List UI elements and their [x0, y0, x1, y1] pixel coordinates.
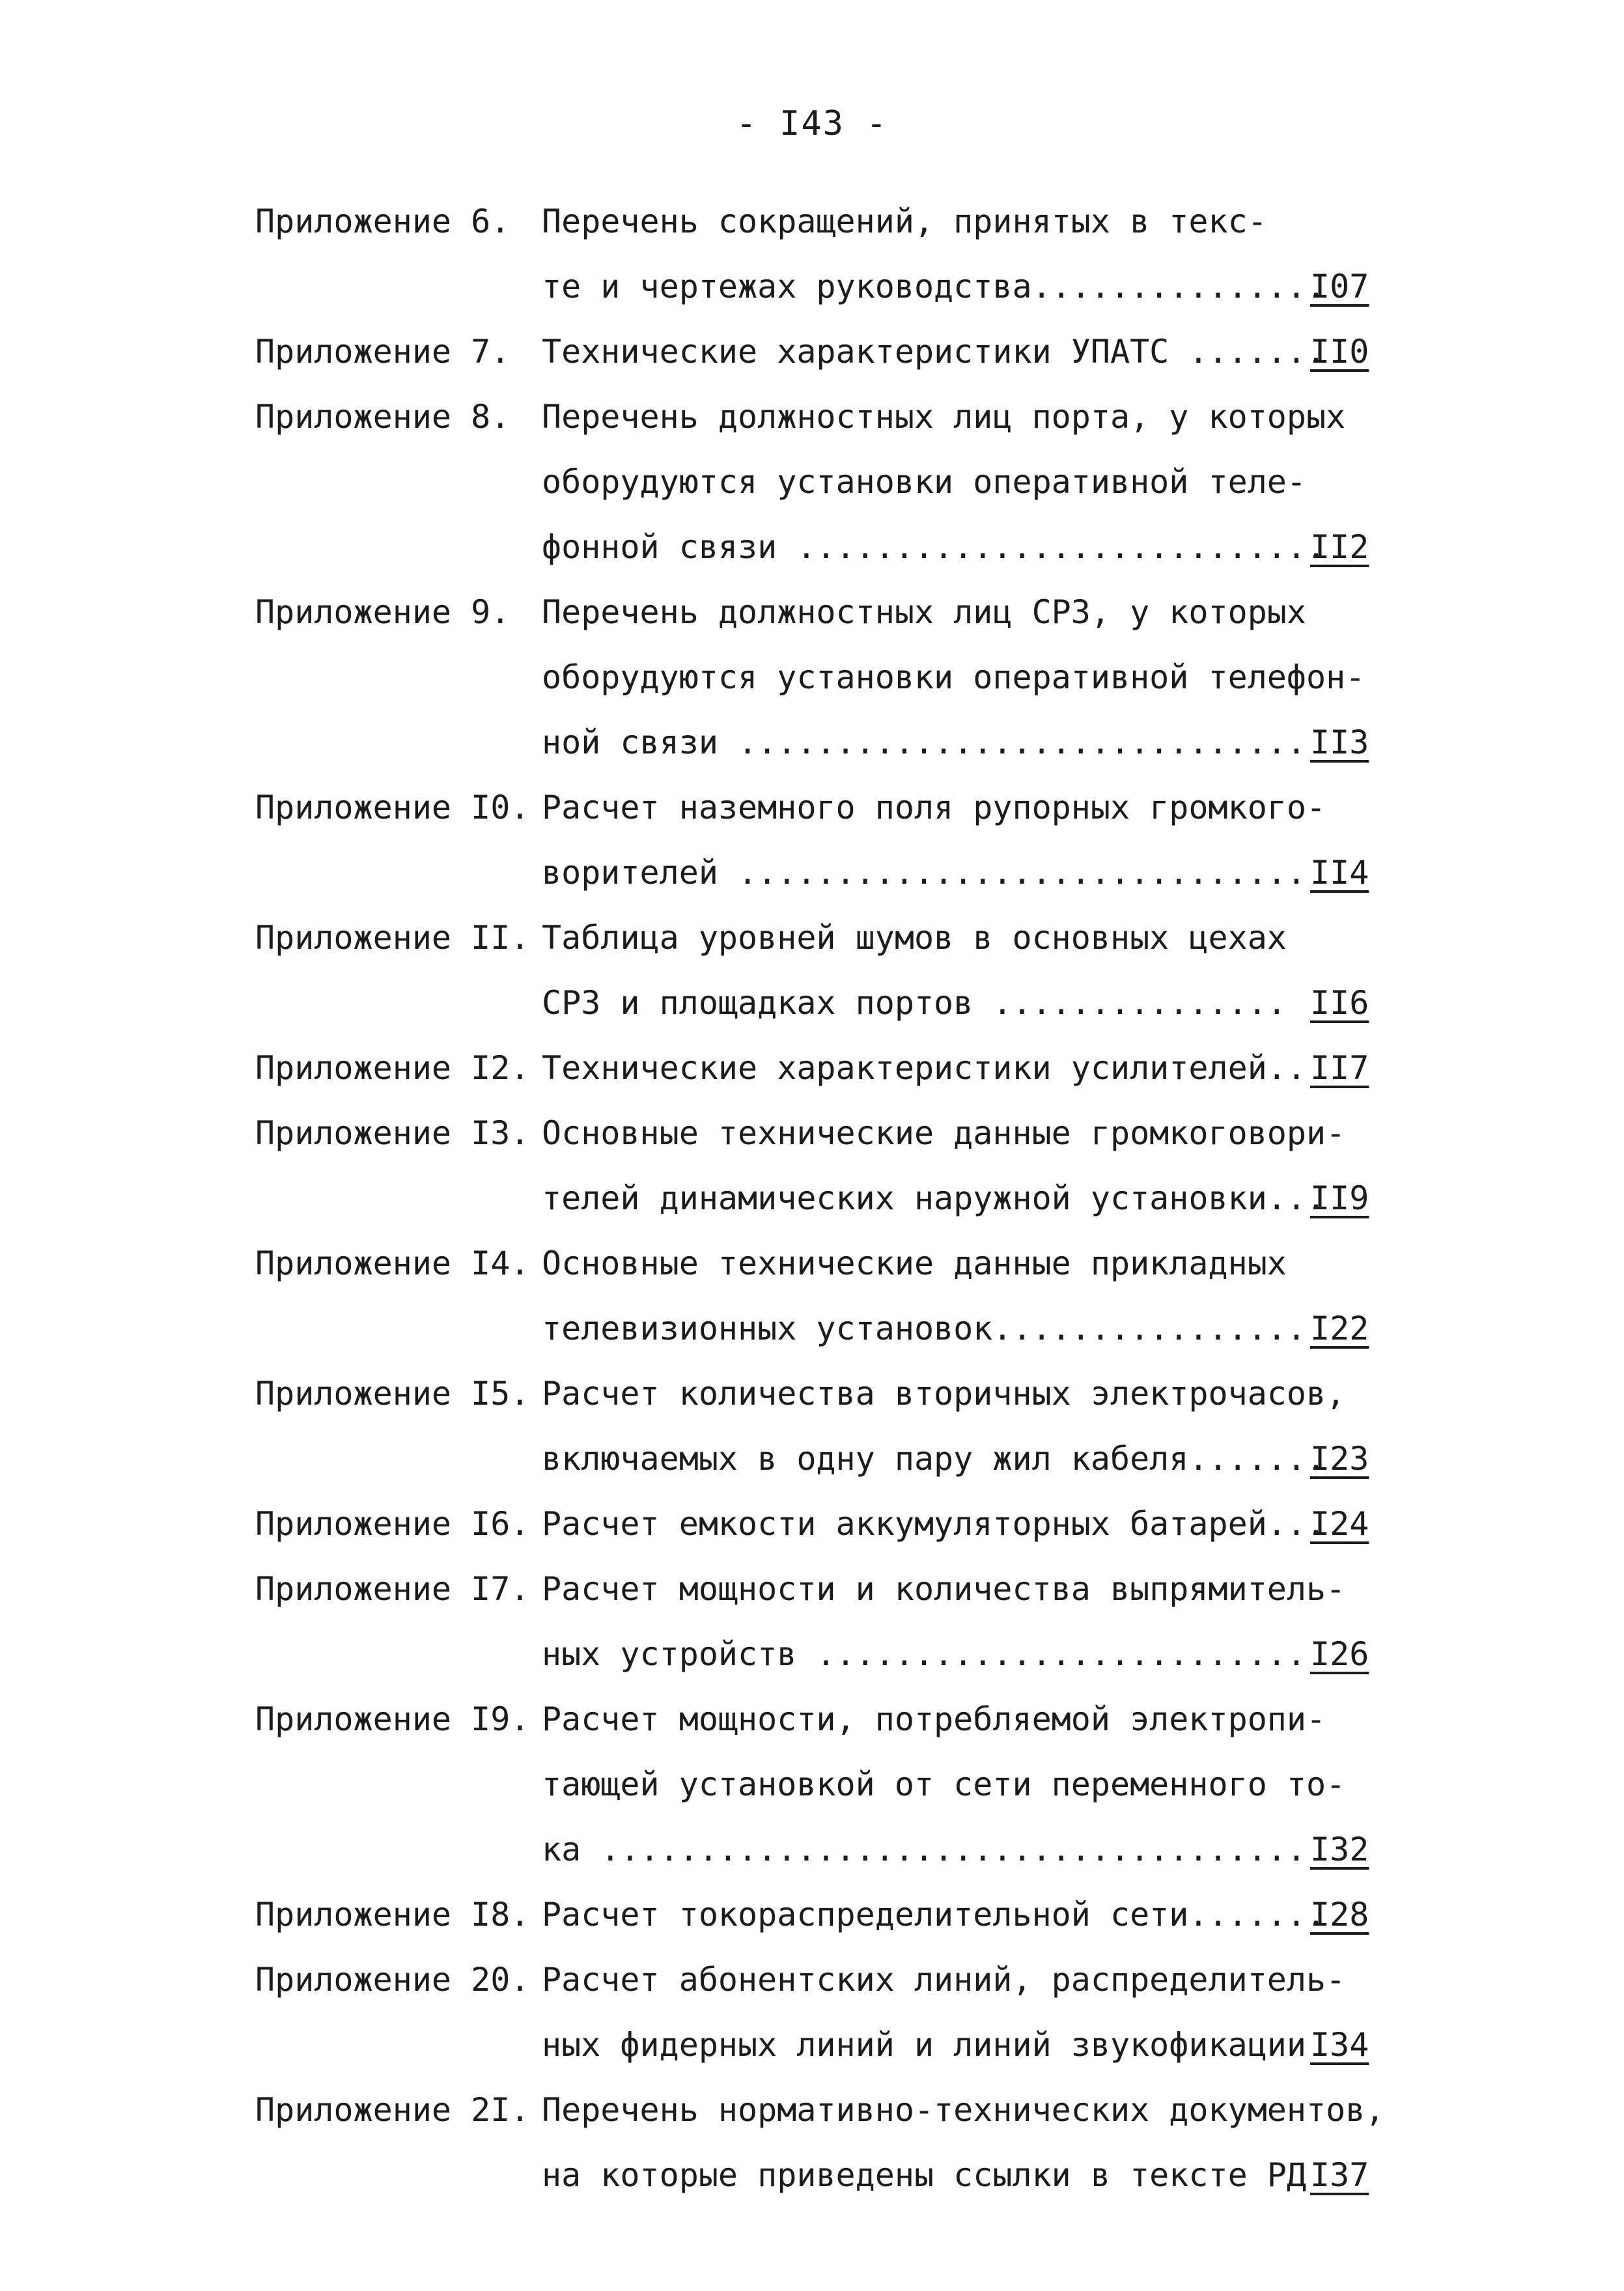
toc-entry-title-line: ных устройств ......................... — [542, 1635, 1306, 1673]
toc-entry-title-line: на которые приведены ссылки в тексте РД — [542, 2156, 1306, 2194]
toc-entry-page-number: II0 — [1310, 333, 1369, 371]
toc-entry-title — [542, 1882, 1326, 1947]
toc-entry — [255, 1361, 1492, 1491]
toc-entry-title-line: Расчет наземного поля рупорных громкого- — [542, 789, 1326, 826]
toc-entry-page-number: I37 — [1310, 2156, 1369, 2194]
toc-entry-title — [542, 905, 1297, 1035]
toc-entry-title-line: ной связи ............................. — [542, 724, 1306, 761]
toc-entry-page-number: I26 — [1310, 1635, 1369, 1673]
toc-entry-title-line: Основные технические данные прикладных — [542, 1244, 1287, 1282]
toc-entry-page-number: II6 — [1310, 984, 1369, 1022]
toc-entry-title-line: ка .................................... — [542, 1831, 1306, 1868]
toc-entry-page-number: II9 — [1310, 1179, 1369, 1217]
toc-entry-label: Приложение I8. — [255, 1896, 530, 1933]
toc-entry-title-line: Расчет мощности, потребляемой электропи- — [542, 1700, 1326, 1738]
toc-entry — [255, 1882, 1492, 1947]
toc-entry-page-number: II2 — [1310, 528, 1369, 566]
toc-entry-page-number: I34 — [1310, 2026, 1369, 2064]
toc-entry-page-number: I32 — [1310, 1831, 1369, 1868]
toc-entry — [255, 1035, 1492, 1101]
toc-entry-title-line: Расчет абонентских линий, распределитель- — [542, 1961, 1346, 1999]
toc-entry — [255, 580, 1492, 775]
toc-entry-label: Приложение 20. — [255, 1961, 530, 1999]
toc-entry-label: Приложение I2. — [255, 1049, 530, 1087]
toc-entry-title-line: фонной связи ........................... — [542, 528, 1326, 566]
toc-entry-title-line: те и чертежах руководства............... — [542, 268, 1326, 305]
toc-entry-title-line: оборудуются установки оперативной теле- — [542, 463, 1306, 501]
toc-entry-page-number: II7 — [1310, 1049, 1369, 1087]
toc-entry-title-line: СРЗ и площадках портов ............... — [542, 984, 1287, 1022]
toc-entry — [255, 1947, 1492, 2077]
toc-entry-page-number: I28 — [1310, 1896, 1369, 1933]
toc-entry-label: Приложение 6. — [255, 203, 511, 240]
toc-entry — [255, 905, 1492, 1035]
toc-entry-label: Приложение I5. — [255, 1375, 530, 1413]
toc-entry-label: Приложение I3. — [255, 1114, 530, 1152]
toc-entry-title-line: Перечень сокращений, принятых в текс- — [542, 203, 1267, 240]
toc-entry-page-number: I22 — [1310, 1310, 1369, 1347]
toc-entry-label: Приложение I7. — [255, 1570, 530, 1608]
toc-entry — [255, 319, 1492, 384]
toc-entry-title-line: Расчет токораспределительной сети....... — [542, 1896, 1326, 1933]
toc-entry-title-line: Расчет количества вторичных электрочасов, — [542, 1375, 1346, 1413]
toc-entry-label: Приложение II. — [255, 919, 530, 957]
toc-entry — [255, 775, 1492, 905]
page-number: - I43 - — [736, 104, 888, 143]
toc-entry-title — [542, 775, 1326, 905]
toc-entry-page-number: I24 — [1310, 1505, 1369, 1543]
toc-entry-title-line: Перечень должностных лиц порта, у которых — [542, 398, 1346, 436]
toc-entry-label: Приложение I9. — [255, 1700, 530, 1738]
toc-entry-title-line: оборудуются установки оперативной телефон- — [542, 658, 1365, 696]
toc-entry-page-number: I23 — [1310, 1440, 1369, 1478]
toc-entry-page-number: II3 — [1310, 724, 1369, 761]
toc-entry-label: Приложение I6. — [255, 1505, 530, 1543]
toc-entry-label: Приложение 9. — [255, 593, 511, 631]
toc-entry-title-line: телевизионных установок................ — [542, 1310, 1306, 1347]
toc-entry-title-line: ных фидерных линий и линий звукофикации — [542, 2026, 1306, 2064]
toc-entry-label: Приложение I0. — [255, 789, 530, 826]
table-of-contents — [255, 189, 1492, 2208]
toc-entry-title — [542, 1035, 1306, 1101]
toc-entry — [255, 189, 1492, 319]
toc-entry — [255, 1556, 1492, 1687]
toc-entry — [255, 1687, 1492, 1882]
toc-entry-title-line: Расчет мощности и количества выпрямитель- — [542, 1570, 1346, 1608]
toc-entry-page-number: II4 — [1310, 854, 1369, 892]
toc-entry — [255, 384, 1492, 580]
toc-entry — [255, 1101, 1492, 1231]
toc-entry-title-line: Расчет емкости аккумуляторных батарей... — [542, 1505, 1326, 1543]
toc-entry-title-line: Технические характеристики УПАТС ....... — [542, 333, 1326, 371]
toc-entry-label: Приложение 2I. — [255, 2091, 530, 2129]
toc-entry-title — [542, 189, 1326, 319]
toc-entry-title-line: Основные технические данные громкоговори- — [542, 1114, 1346, 1152]
toc-entry-title-line: включаемых в одну пару жил кабеля....... — [542, 1440, 1326, 1478]
toc-entry-label: Приложение 7. — [255, 333, 511, 371]
toc-entry-title — [542, 1231, 1306, 1361]
toc-entry-title-line: Перечень нормативно-технических документов, — [542, 2091, 1385, 2129]
toc-entry-title-line: тающей установкой от сети переменного то- — [542, 1765, 1346, 1803]
toc-entry-label: Приложение 8. — [255, 398, 511, 436]
toc-entry-page-number: I07 — [1310, 268, 1369, 305]
toc-entry-title — [542, 319, 1326, 384]
toc-entry-title-line: телей динамических наружной установки... — [542, 1179, 1326, 1217]
toc-entry — [255, 2077, 1492, 2208]
toc-entry-title-line: Перечень должностных лиц СРЗ, у которых — [542, 593, 1306, 631]
toc-entry-title-line: ворителей ............................. — [542, 854, 1306, 892]
toc-entry — [255, 1231, 1492, 1361]
toc-entry-title — [542, 1491, 1326, 1556]
toc-entry — [255, 1491, 1492, 1556]
toc-entry-label: Приложение I4. — [255, 1244, 530, 1282]
toc-entry-title-line: Таблица уровней шумов в основных цехах — [542, 919, 1287, 957]
toc-entry-title-line: Технические характеристики усилителей.. — [542, 1049, 1306, 1087]
